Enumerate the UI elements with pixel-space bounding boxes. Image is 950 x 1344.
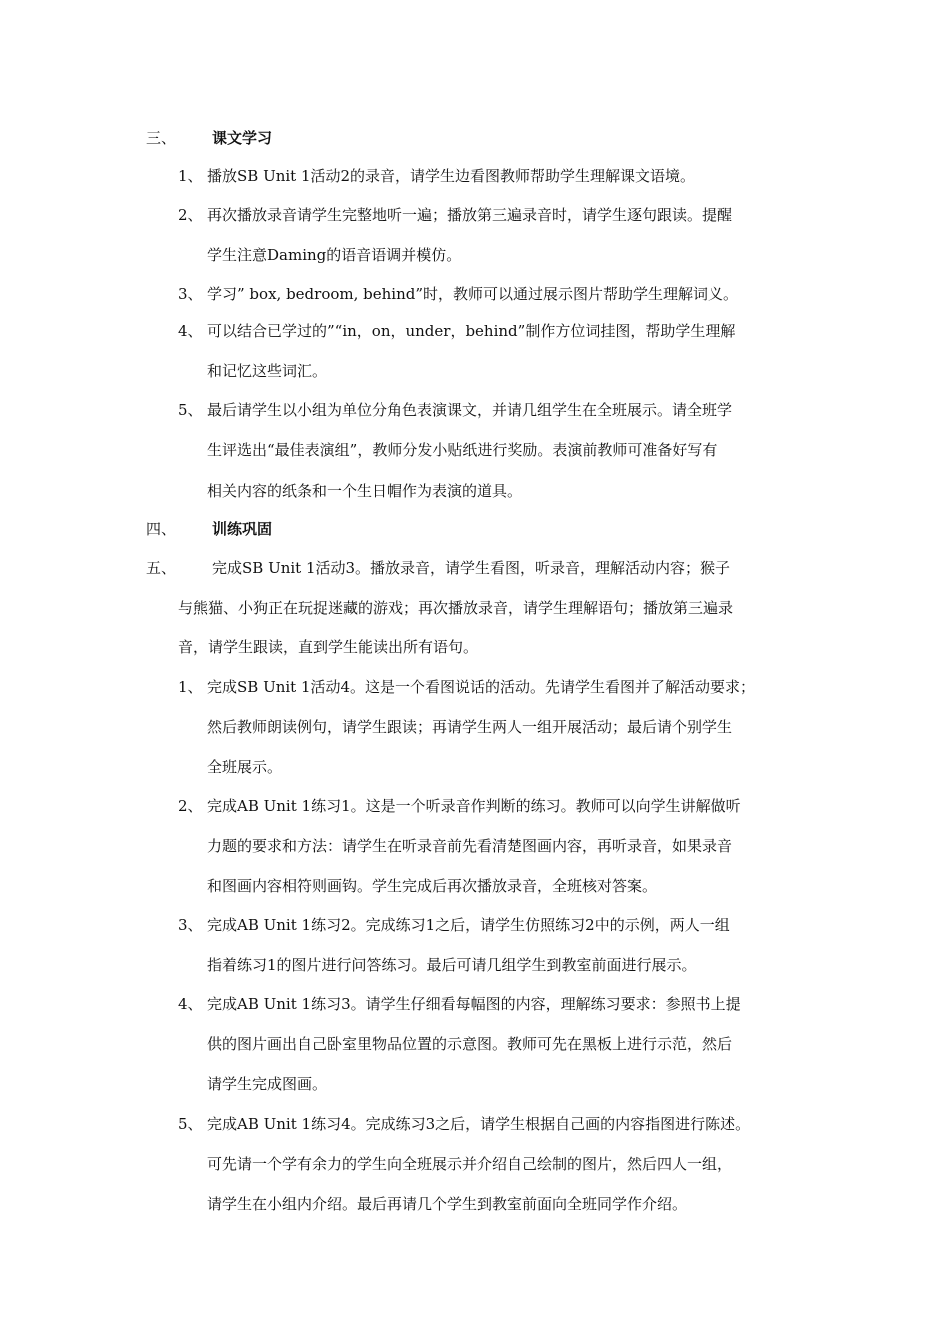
- item-text: 供的图片画出自己卧室里物品位置的示意图。教师可先在黑板上进行示范，然后: [207, 1035, 733, 1053]
- item-text: 最后请学生以小组为单位分角色表演课文，并请几组学生在全班展示。请全班学: [207, 401, 733, 419]
- item-number: 5、: [178, 401, 203, 419]
- item-text: 然后教师朗读例句，请学生跟读；再请学生两人一组开展活动；最后请个别学生: [207, 718, 733, 736]
- item-text: 学生注意Daming的语音语调并模仿。: [207, 246, 462, 264]
- item-text: 全班展示。: [207, 758, 283, 776]
- item-number: 5、: [178, 1115, 203, 1133]
- item-text: 请学生完成图画。: [207, 1075, 328, 1093]
- item-number: 3、: [178, 285, 203, 303]
- item-text: 再次播放录音请学生完整地听一遍；播放第三遍录音时，请学生逐句跟读。提醒: [207, 206, 733, 224]
- item-text: 完成AB Unit 1练习4。完成练习3之后，请学生根据自己画的内容指图进行陈述。: [207, 1115, 751, 1133]
- item-number: 1、: [178, 678, 203, 696]
- item-number: 2、: [178, 206, 203, 224]
- section-title: 训练巩固: [212, 520, 273, 538]
- section-title: 课文学习: [212, 129, 273, 147]
- item-text: 学习” box, bedroom, behind”时，教师可以通过展示图片帮助学生理解词义。: [207, 285, 739, 303]
- item-text: 和图画内容相符则画钩。学生完成后再次播放录音，全班核对答案。: [207, 877, 658, 895]
- item-text: 完成SB Unit 1活动4。这是一个看图说话的活动。先请学生看图并了解活动要求；: [207, 678, 756, 696]
- section-number: 三、: [146, 129, 177, 147]
- item-text: 请学生在小组内介绍。最后再请几个学生到教室前面向全班同学作介绍。: [207, 1195, 688, 1213]
- item-number: 1、: [178, 167, 203, 185]
- item-text: 可先请一个学有余力的学生向全班展示并介绍自己绘制的图片，然后四人一组，: [207, 1155, 733, 1173]
- item-text: 完成AB Unit 1练习2。完成练习1之后，请学生仿照练习2中的示例，两人一组: [207, 916, 730, 934]
- item-number: 3、: [178, 916, 203, 934]
- paragraph-text: 与熊猫、小狗正在玩捉迷藏的游戏；再次播放录音，请学生理解语句；播放第三遍录: [178, 599, 734, 617]
- item-number: 4、: [178, 322, 203, 340]
- section-number: 五、: [146, 559, 177, 577]
- item-text: 完成AB Unit 1练习3。请学生仔细看每幅图的内容，理解练习要求：参照书上提: [207, 995, 741, 1013]
- item-text: 完成AB Unit 1练习1。这是一个听录音作判断的练习。教师可以向学生讲解做听: [207, 797, 741, 815]
- section-number: 四、: [146, 520, 177, 538]
- item-text: 和记忆这些词汇。: [207, 362, 328, 380]
- item-number: 4、: [178, 995, 203, 1013]
- item-text: 相关内容的纸条和一个生日帽作为表演的道具。: [207, 482, 523, 500]
- item-text: 播放SB Unit 1活动2的录音，请学生边看图教师帮助学生理解课文语境。: [207, 167, 696, 185]
- paragraph-text: 音，请学生跟读，直到学生能读出所有语句。: [178, 638, 479, 656]
- paragraph-text: 完成SB Unit 1活动3。播放录音，请学生看图，听录音，理解活动内容；猴子: [212, 559, 731, 577]
- item-text: 力题的要求和方法：请学生在听录音前先看清楚图画内容，再听录音，如果录音: [207, 837, 733, 855]
- item-text: 可以结合已学过的”“in，on，under，behind”制作方位词挂图，帮助学生理解: [207, 322, 736, 340]
- item-text: 指着练习1的图片进行问答练习。最后可请几组学生到教室前面进行展示。: [207, 956, 697, 974]
- item-text: 生评选出“最佳表演组”，教师分发小贴纸进行奖励。表演前教师可准备好写有: [207, 441, 718, 459]
- item-number: 2、: [178, 797, 203, 815]
